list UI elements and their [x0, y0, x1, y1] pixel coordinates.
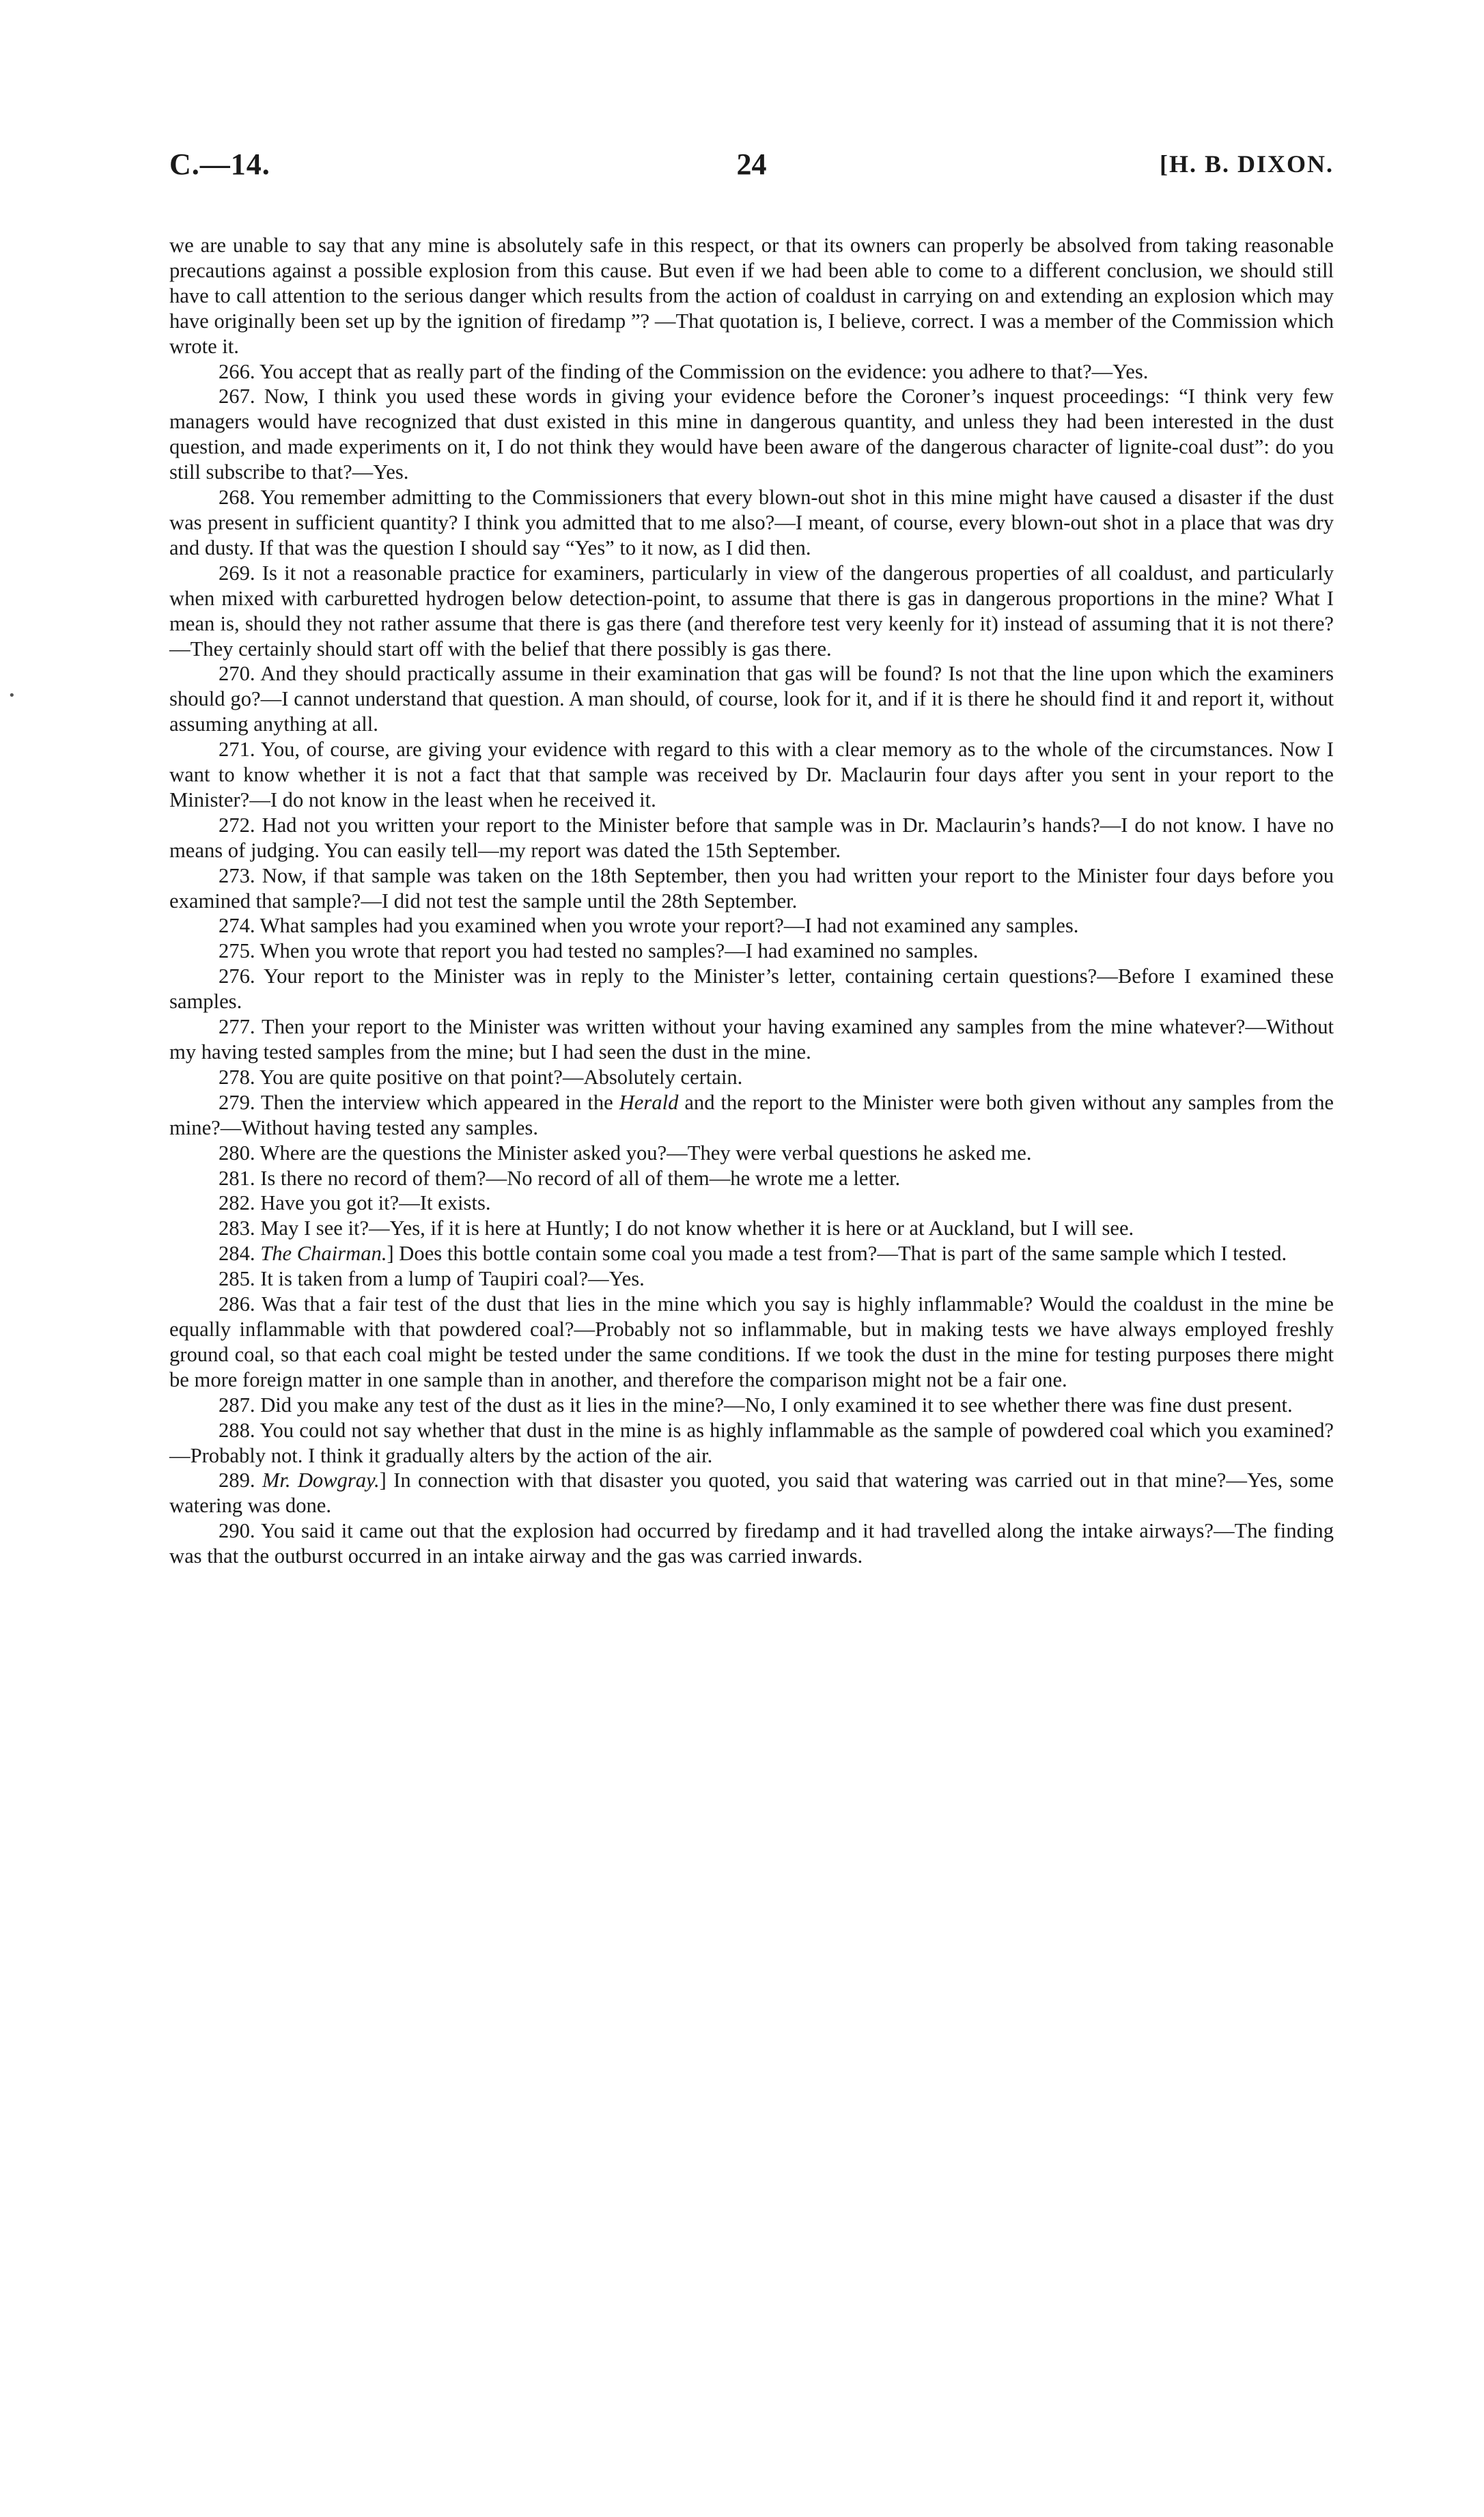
question-282: 282. Have you got it?—It exists. [219, 1191, 491, 1215]
speaker-dowgray: Mr. Dowgray. [262, 1469, 380, 1492]
question-285: 285. It is taken from a lump of Taupiri coal?—Yes. [219, 1267, 645, 1291]
question-273: 273. Now, if that sample was taken on the 18th September, then you had written your report to the Minister four days before you examined that sample?—I did not test the sample until the 28th September. [169, 863, 1334, 913]
question-269: 269. Is it not a reasonable practice for examiners, particularly in view of the dangerous properties of all coaldust, and particularly when mixed with carburetted hydrogen below detection-point, to assume that there is gas in dangerous proportions in the mine? What I mean is, should they not rather assume that there is gas there (and therefore test very keenly for it) instead of assuming that it is not there?—They certainly should start off with the belief that there possibly is gas there. [169, 561, 1334, 660]
question-266: 266. You accept that as really part of the finding of the Commission on the evidence: you adhere to that?—Yes. [219, 359, 1149, 383]
page-number: 24 [736, 148, 767, 181]
question-287: 287. Did you make any test of the dust as it lies in the mine?—No, I only examined it to see whether there was fine dust present. [219, 1393, 1293, 1417]
question-279-part-2: and the report to the Minister were both given without any samples from the mine?—Without having tested any samples. [169, 1090, 1334, 1139]
question-284-text: ] Does this bottle contain some coal you made a test from?—That is part of the same sample which I tested. [387, 1242, 1287, 1266]
question-290: 290. You said it came out that the explosion had occurred by firedamp and it had travelled along the intake airways?—The finding was that the outburst occurred in an intake airway and the gas was carried inwards. [169, 1519, 1334, 1568]
transcript-body [169, 233, 1334, 1569]
document-page [169, 147, 1334, 1569]
question-277: 277. Then your report to the Minister was written without your having examined any samples from the mine whatever?—Without my having tested samples from the mine; but I had seen the dust in the mine. [169, 1015, 1334, 1063]
question-268: 268. You remember admitting to the Commissioners that every blown-out shot in this mine might have caused a disaster if the dust was present in sufficient quantity? I think you admitted that to me also?—I meant, of course, every blown-out shot in a place that was dry and dusty. If that was the question I should say “Yes” to it now, as I did then. [169, 486, 1334, 559]
newspaper-title: Herald [619, 1090, 679, 1114]
question-275: 275. When you wrote that report you had tested no samples?—I had examined no samples. [219, 939, 979, 963]
witness-name: [H. B. DIXON. [1159, 150, 1334, 178]
question-281: 281. Is there no record of them?—No record of all of them—he wrote me a letter. [219, 1166, 901, 1190]
paragraph-intro: we are unable to say that any mine is absolutely safe in this respect, or that its owners can properly be absolved from taking reasonable precautions against a possible explosion from this cause. But even if we had been able to come to a different conclusion, we should still have to call attention to the serious danger which results from the action of coaldust in carrying on and extending an explosion which may have originally been set up by the ignition of firedamp ”? —That quotation is, I believe, correct. I was a member of the Commission which wrote it. [169, 234, 1334, 358]
question-274: 274. What samples had you examined when you wrote your report?—I had not examined any samples. [219, 914, 1079, 938]
question-288: 288. You could not say whether that dust in the mine is as highly inflammable as the sample of powdered coal which you examined?—Probably not. I think it gradually alters by the action of the air. [169, 1418, 1334, 1467]
speaker-chairman: The Chairman. [260, 1242, 387, 1266]
question-284-number: 284. [219, 1242, 261, 1266]
question-270: 270. And they should practically assume in their examination that gas will be found? Is not that the line upon which the examiners should go?—I cannot understand that question. A man should, of course, look for it, and if it is there he should find it and report it, without assuming anything at all. [169, 662, 1334, 736]
page-header [169, 147, 1334, 195]
question-278: 278. You are quite positive on that point?—Absolutely certain. [219, 1065, 743, 1089]
question-283: 283. May I see it?—Yes, if it is here at Huntly; I do not know whether it is here or at Auckland, but I will see. [219, 1216, 1134, 1240]
question-272: 272. Had not you written your report to the Minister before that sample was in Dr. Maclaurin’s hands?—I do not know. I have no means of judging. You can easily tell—my report was dated the 15th September. [169, 813, 1334, 862]
question-267: 267. Now, I think you used these words in giving your evidence before the Coroner’s inquest proceedings: “I think very few managers would have recognized that dust existed in this mine in dangerous quantity, and unless they had been interested in the dust question, and made experiments on it, I do not think they would have been aware of the dangerous character of lignite-coal dust”: do you still subscribe to that?—Yes. [169, 385, 1334, 484]
question-279 [169, 1090, 1334, 1141]
question-289-number: 289. [219, 1469, 262, 1492]
question-289 [169, 1468, 1334, 1518]
question-286: 286. Was that a fair test of the dust that lies in the mine which you say is highly inflammable? Would the coaldust in the mine be equally inflammable with that powdered coal?—Probably not so inflammable, but in making tests we have always employed freshly ground coal, so that each coal might be tested under the same conditions. If we took the dust in the mine for testing purposes there might be more foreign matter in one sample than in another, and therefore the comparison might not be a fair one. [169, 1292, 1334, 1391]
question-284 [169, 1241, 1334, 1266]
question-289-text: ] In connection with that disaster you quoted, you said that watering was carried out in that mine?—Yes, some watering was done. [169, 1469, 1334, 1518]
question-276: 276. Your report to the Minister was in reply to the Minister’s letter, containing certain questions?—Before I examined these samples. [169, 964, 1334, 1014]
question-279-part-1: 279. Then the interview which appeared in the [219, 1090, 619, 1114]
margin-dot: • [8, 689, 16, 703]
paper-reference: C.—14. [169, 148, 270, 181]
question-271: 271. You, of course, are giving your evidence with regard to this with a clear memory as to the whole of the circumstances. Now I want to know whether it is not a fact that that sample was received by Dr. Maclaurin four days after you sent in your report to the Minister?—I do not know in the least when he received it. [169, 738, 1334, 811]
question-280: 280. Where are the questions the Minister asked you?—They were verbal questions he asked me. [219, 1141, 1032, 1165]
